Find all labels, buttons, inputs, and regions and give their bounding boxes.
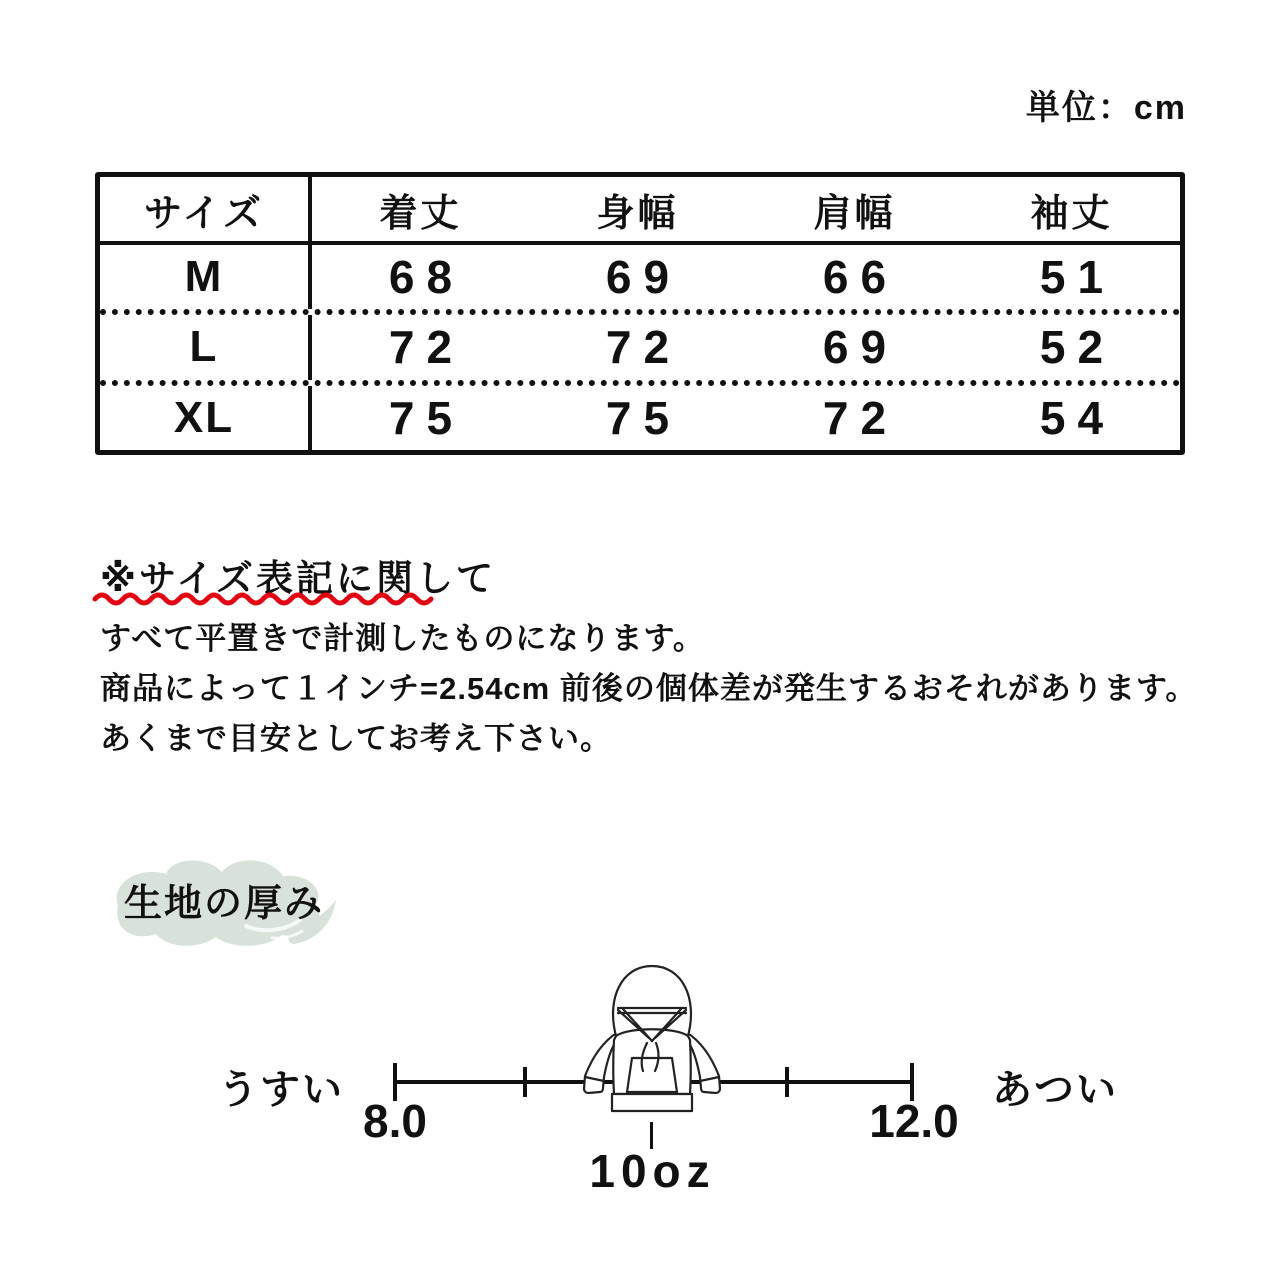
- header-shoulder: 肩幅: [813, 192, 896, 235]
- cell-value: 75: [605, 391, 682, 444]
- row-size-label: XL: [100, 386, 312, 450]
- cell-value: 69: [605, 251, 682, 304]
- scale-label-thick: あつい: [992, 1068, 1118, 1112]
- scale-max-value: 12.0: [869, 1095, 959, 1147]
- header-size: サイズ: [100, 177, 312, 241]
- scale-label-thin: うすい: [218, 1068, 344, 1112]
- row-size-label: L: [100, 315, 312, 379]
- size-table: [95, 172, 1185, 455]
- cell-value: 54: [1039, 391, 1116, 444]
- table-row: [100, 380, 1180, 450]
- note-heading: ※サイズ表記に関して: [100, 558, 497, 599]
- cell-value: 72: [822, 391, 899, 444]
- scale-tick: [785, 1067, 789, 1097]
- note-body: [100, 614, 1250, 764]
- cell-value: 68: [388, 251, 465, 304]
- row-size-label: M: [100, 245, 312, 309]
- note-line: すべて平置きで計測したものになります。: [100, 621, 705, 656]
- unit-label: 単位：cm: [1025, 89, 1187, 127]
- note-line: あくまで目安としてお考え下さい。: [100, 721, 612, 756]
- cell-value: 69: [822, 321, 899, 374]
- cell-value: 52: [1039, 321, 1116, 374]
- header-width: 身幅: [596, 192, 679, 235]
- note-line: 商品によって１インチ=2.54cm 前後の個体差が発生するおそれがあります。: [100, 671, 1198, 706]
- table-header-row: [100, 177, 1180, 245]
- hoodie-icon: [552, 956, 752, 1124]
- thickness-heading: 生地の厚み: [124, 883, 325, 925]
- weight-label: 10oz: [589, 1145, 716, 1197]
- header-length: 着丈: [379, 192, 462, 235]
- cell-value: 51: [1039, 251, 1116, 304]
- cell-value: 75: [388, 391, 465, 444]
- cell-value: 72: [388, 321, 465, 374]
- cell-value: 66: [822, 251, 899, 304]
- wavy-underline-decoration: [92, 588, 437, 606]
- table-row: [100, 245, 1180, 309]
- scale-min-value: 8.0: [363, 1095, 427, 1147]
- header-sleeve: 袖丈: [1030, 192, 1113, 235]
- scale-tick: [523, 1067, 527, 1097]
- cell-value: 72: [605, 321, 682, 374]
- table-row: [100, 309, 1180, 379]
